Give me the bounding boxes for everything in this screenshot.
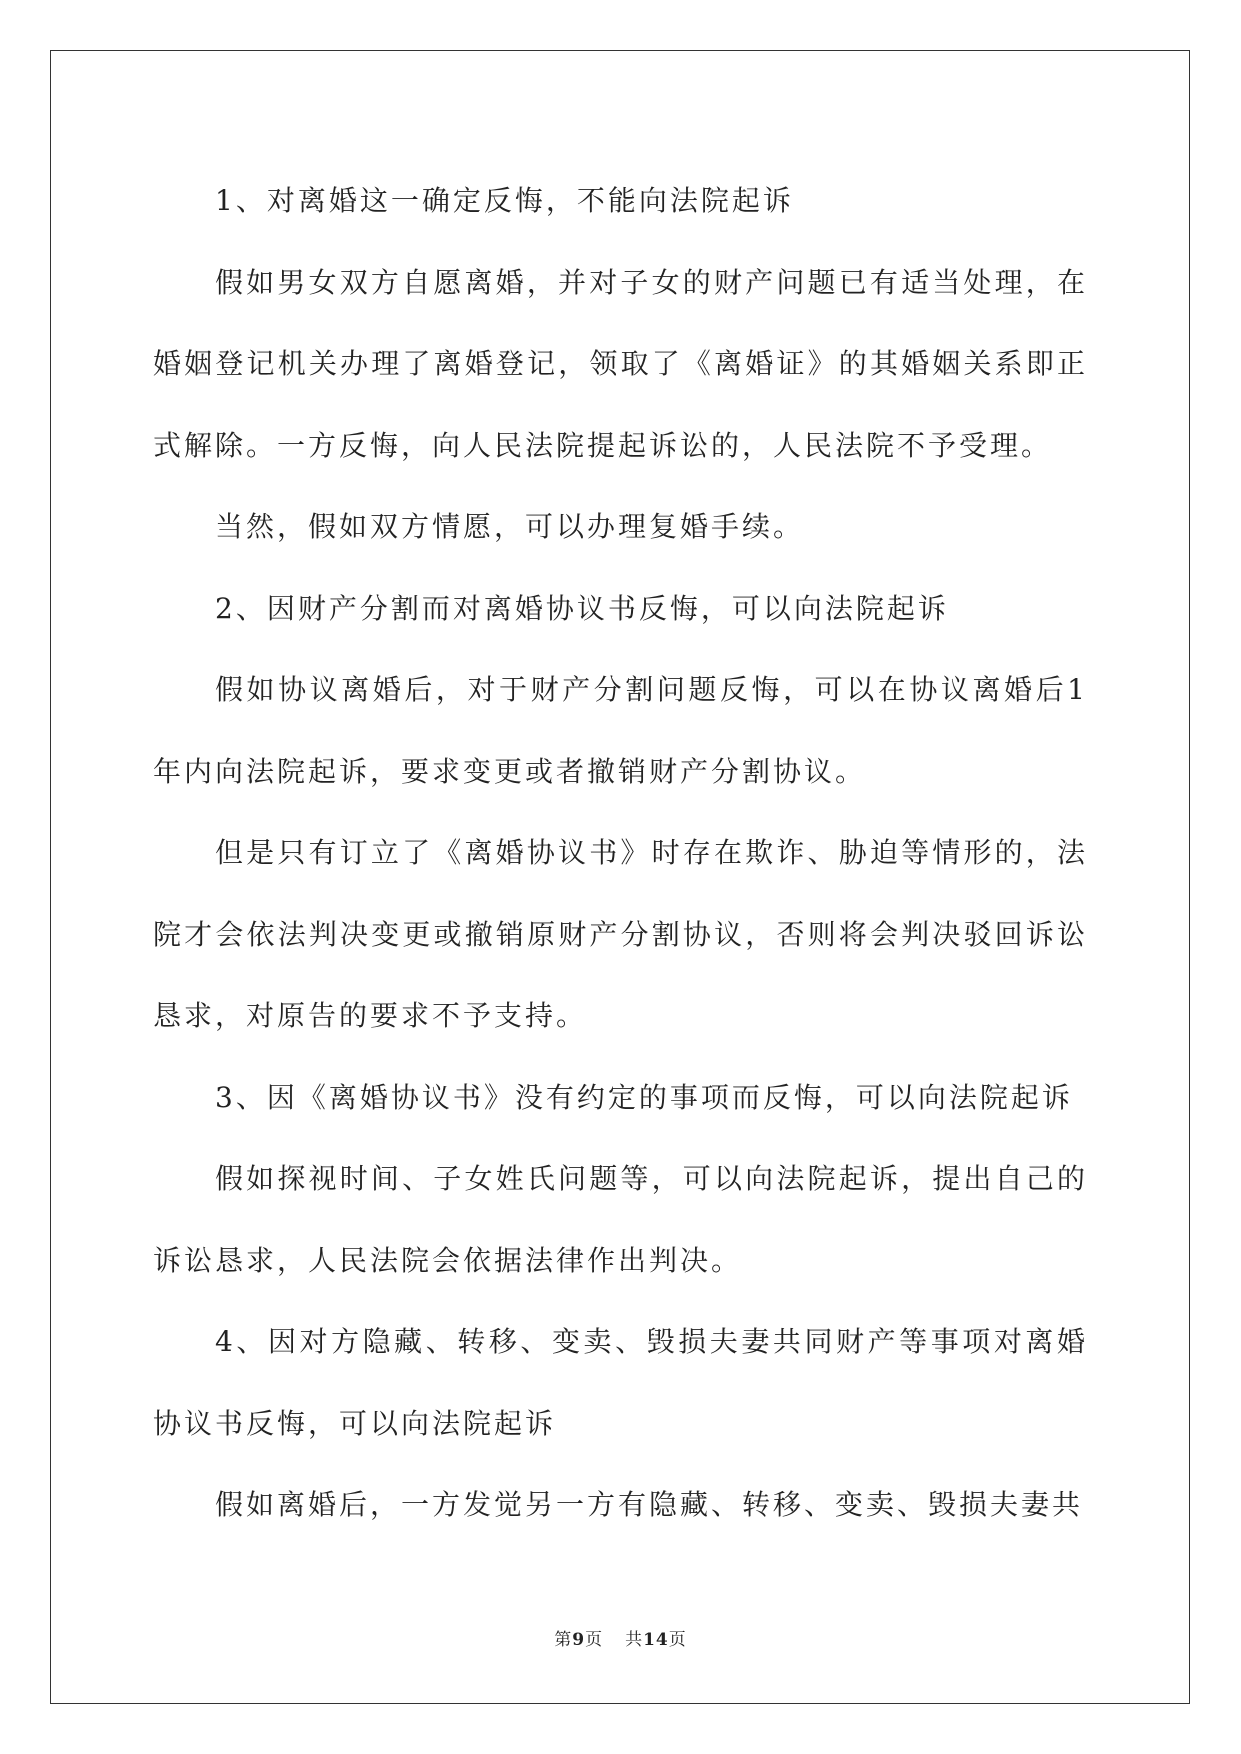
paragraph: 当然，假如双方情愿，可以办理复婚手续。 bbox=[215, 510, 805, 543]
footer-page-word: 页 bbox=[585, 1630, 604, 1650]
page-footer bbox=[0, 1625, 1241, 1650]
paragraph: 假如男女双方自愿离婚，并对子女的财产问题已有适当处理，在婚姻登记机关办理了离婚登记，领取了《离婚证》的其婚姻关系即正式解除。一方反悔，向人民法院提起诉讼的，人民法院不予受理。 bbox=[153, 265, 1088, 462]
paragraph: 假如协议离婚后，对于财产分割问题反悔，可以在协议离婚后1年内向法院起诉，要求变更或者撤销财产分割协议。 bbox=[153, 673, 1088, 788]
heading-1: 1、对离婚这一确定反悔，不能向法院起诉 bbox=[215, 184, 794, 217]
document-body bbox=[153, 160, 1088, 1546]
paragraph: 但是只有订立了《离婚协议书》时存在欺诈、胁迫等情形的，法院才会依法判决变更或撤销原财产分割协议，否则将会判决驳回诉讼恳求，对原告的要求不予支持。 bbox=[153, 836, 1088, 1032]
paragraph: 假如离婚后，一方发觉另一方有隐藏、转移、变卖、毁损夫妻共 bbox=[215, 1488, 1084, 1521]
heading-4: 4、因对方隐藏、转移、变卖、毁损夫妻共同财产等事项对离婚协议书反悔，可以向法院起诉 bbox=[153, 1325, 1088, 1440]
heading-3: 3、因《离婚协议书》没有约定的事项而反悔，可以向法院起诉 bbox=[215, 1080, 1073, 1114]
footer-prefix: 第 bbox=[554, 1630, 573, 1650]
heading-2: 2、因财产分割而对离婚协议书反悔，可以向法院起诉 bbox=[215, 591, 949, 625]
total-pages-number: 14 bbox=[643, 1630, 669, 1650]
paragraph: 假如探视时间、子女姓氏问题等，可以向法院起诉，提出自己的诉讼恳求，人民法院会依据法律作出判决。 bbox=[153, 1162, 1088, 1277]
footer-total-suffix: 页 bbox=[668, 1630, 687, 1650]
current-page-number: 9 bbox=[572, 1630, 586, 1650]
footer-total-prefix: 共 bbox=[625, 1630, 644, 1650]
